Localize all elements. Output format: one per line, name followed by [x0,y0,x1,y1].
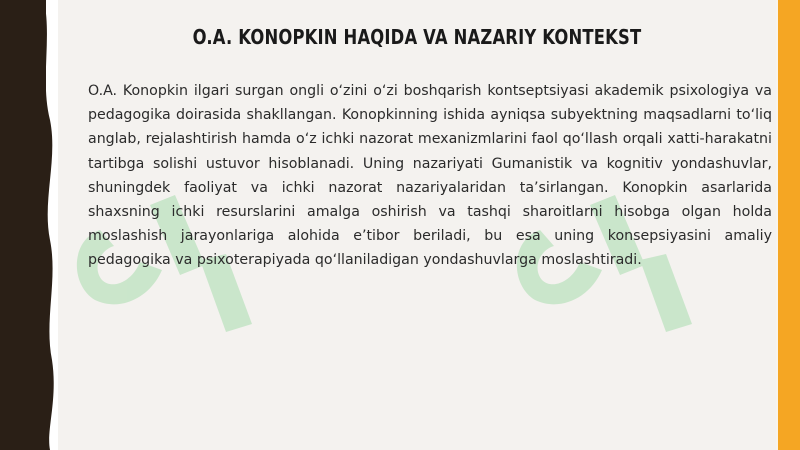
left-wave-edge [0,0,60,450]
slide-title: O.A. KONOPKIN HAQIDA VA NAZARIY KONTEKST [192,25,642,49]
slide-body-paragraph: O.A. Konopkin ilgari surgan ongli o‘zini o‘zi boshqarish kontseptsiyasi akademik psixologiya va pedagogika doirasida shakllangan. Konopkinning ishida ayniqsa subyektning maqsadlarni to‘liq anglab, rejalashtirish hamda o‘z ichki nazorat mexanizmlarini faol qo‘llash orqali xatti-harakatni tartibga solishi ustuvor hisoblanadi. Uning nazariyati Gumanistik va kognitiv yondashuvlar, shuningdek faoliyat va ichki nazorat nazariyalaridan ta’sirlangan. Konopkin asarlarida shaxsning ichki resurslarini amalga oshirish va tashqi sharoitlarni hisobga olgan holda moslashish jarayonlariga alohida e’tibor beriladi, bu esa uning konsepsiyasini amaliy pedagogika va psixoterapiyada qo‘llaniladigan yondashuvlarga moslashtiradi. [88,83,772,269]
right-accent-band [778,0,800,450]
